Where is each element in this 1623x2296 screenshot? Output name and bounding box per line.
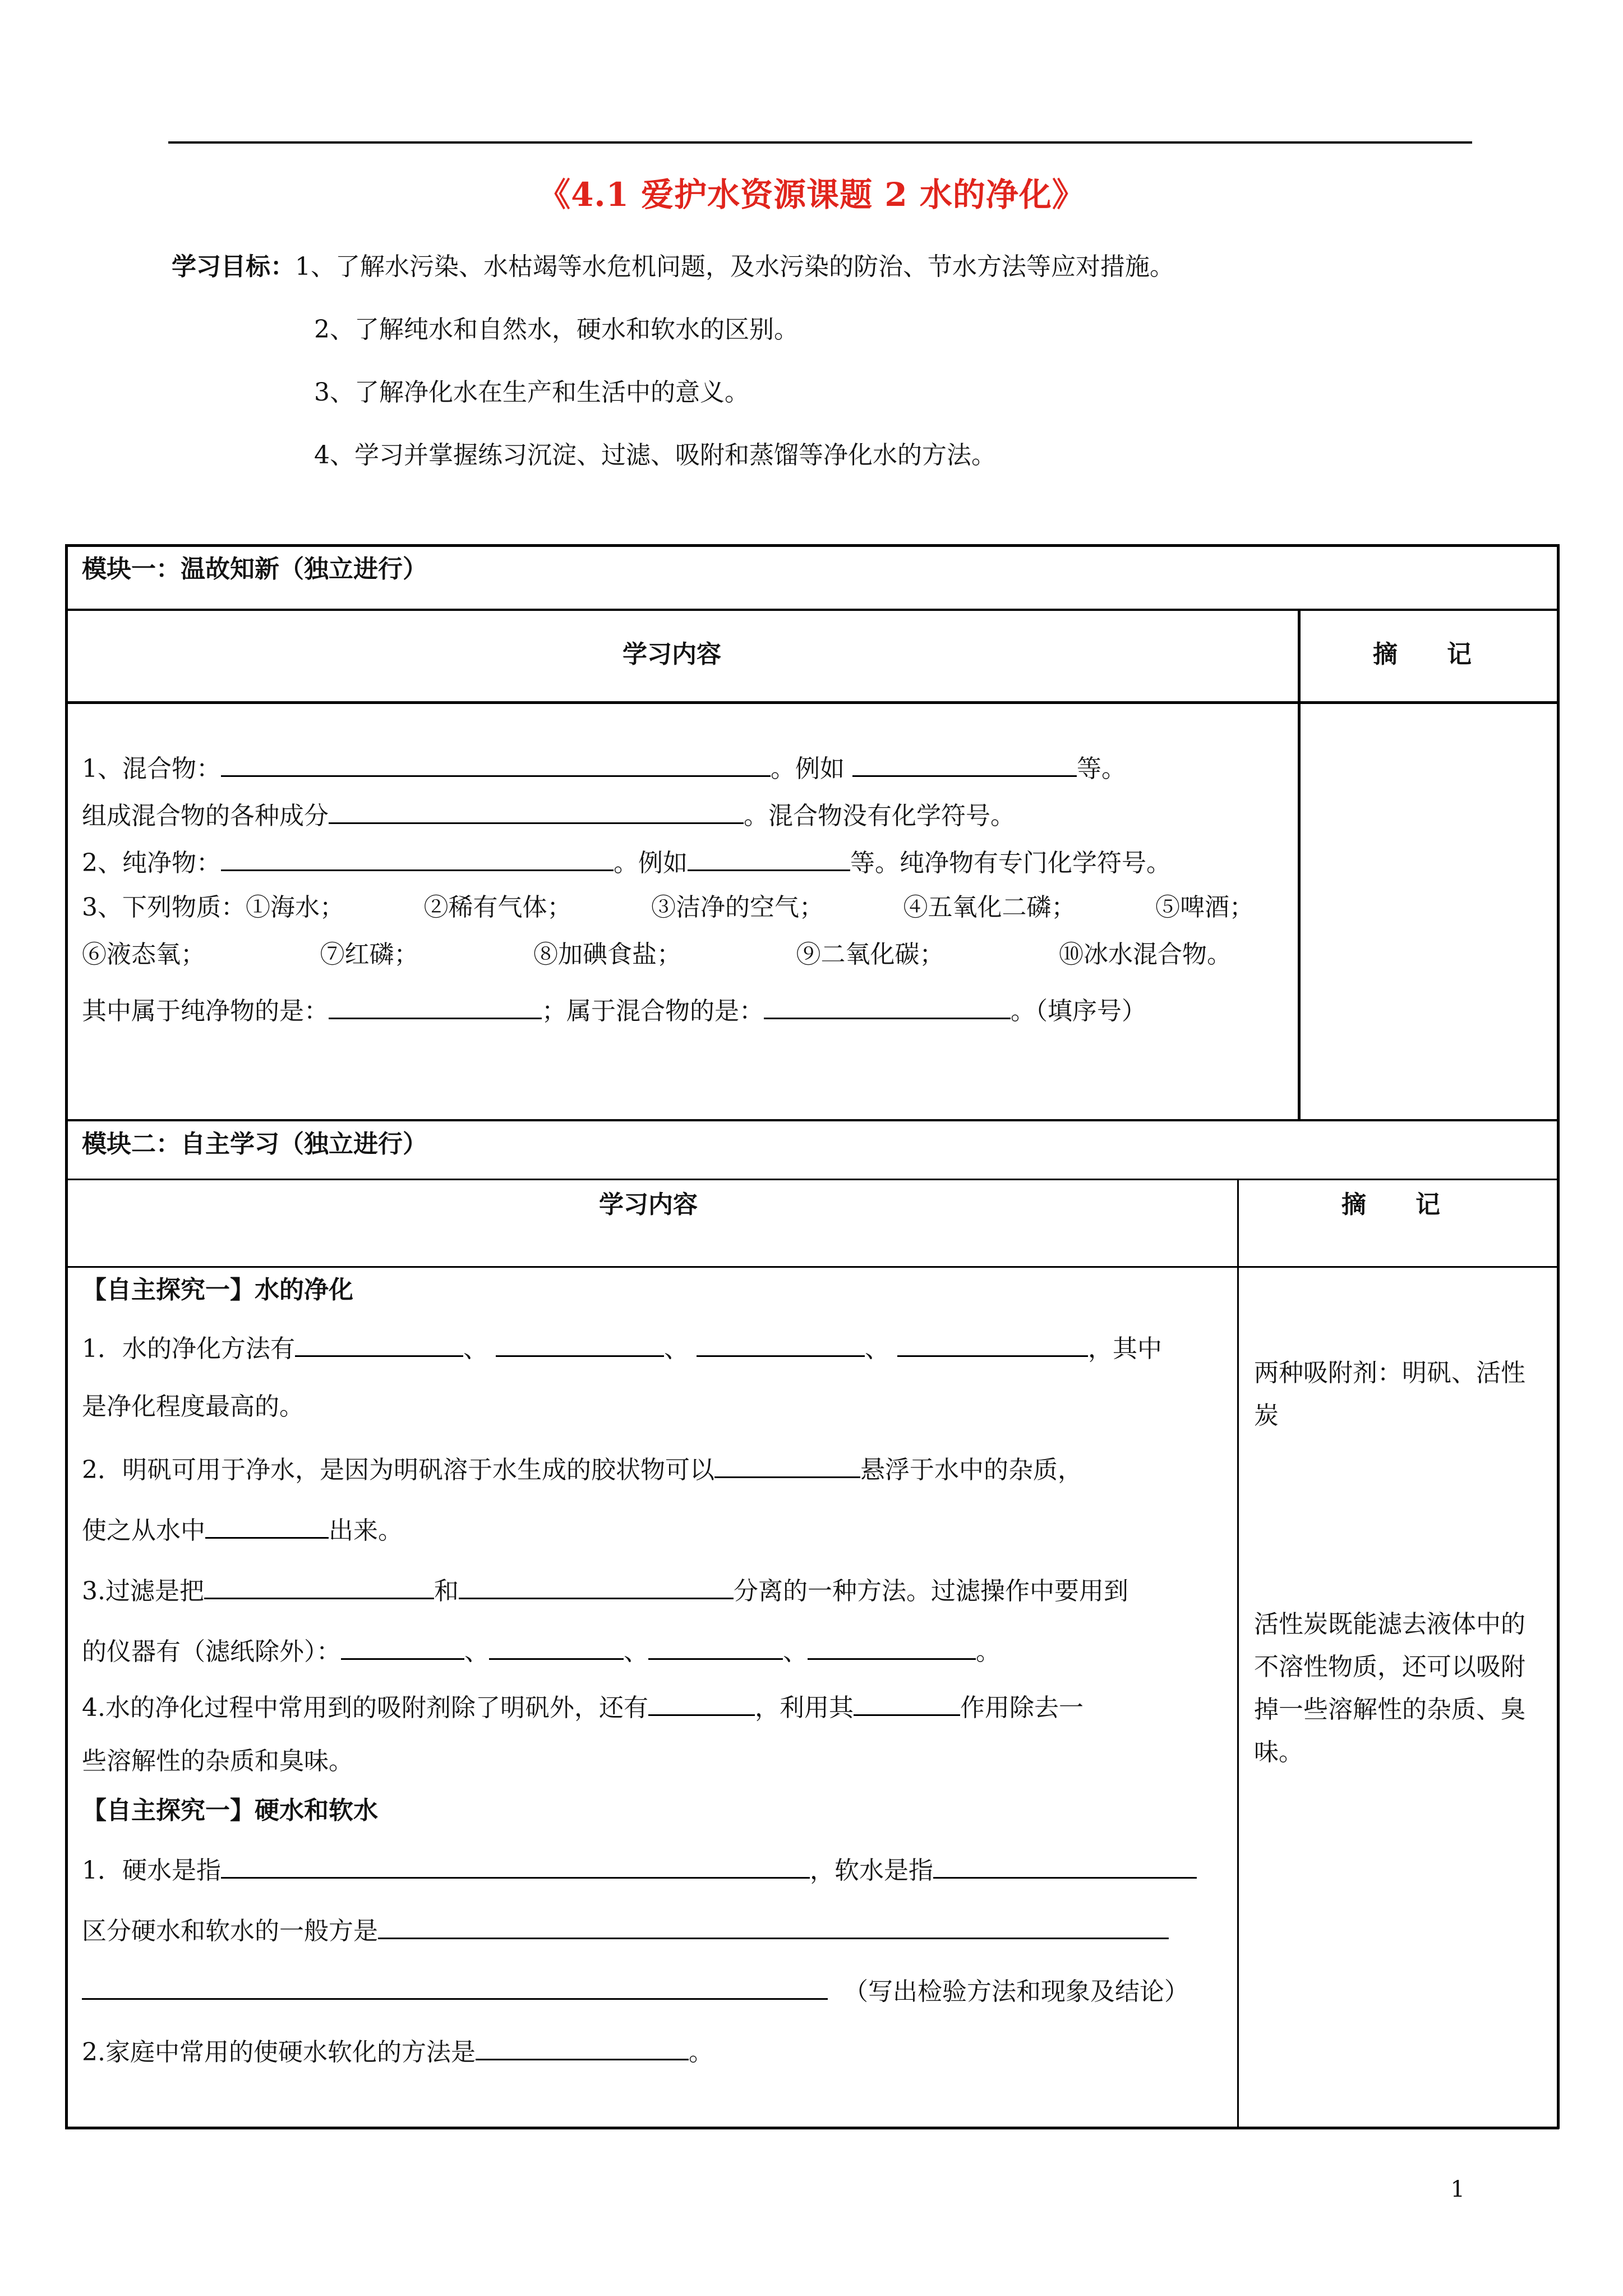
m1-q3-row-1 xyxy=(82,891,1254,924)
answer-blank[interactable] xyxy=(341,1632,464,1660)
m1-q1-end: 等。 xyxy=(1077,754,1126,783)
m1-q2-label: 2、纯净物： xyxy=(82,849,221,877)
m2-s1-q2-end: 出来。 xyxy=(329,1516,403,1545)
module2-header: 模块二：自主学习（独立进行） xyxy=(82,1130,427,1158)
m1-q3-end: 。（填序号） xyxy=(1011,997,1146,1025)
answer-blank[interactable] xyxy=(897,1329,1088,1357)
module1-notes-header: 摘 记 xyxy=(1373,640,1472,669)
answer-blank[interactable] xyxy=(489,1632,624,1660)
module1-content-header: 学习内容 xyxy=(623,640,721,669)
m2-s1-q4-mid: ，利用其 xyxy=(754,1694,854,1722)
separator: 、 xyxy=(664,1335,689,1363)
answer-blank[interactable] xyxy=(204,1572,434,1599)
table-border xyxy=(1557,544,1560,2129)
m2-s2-q1-method-label: 区分硬水和软水的一般方是 xyxy=(82,1917,378,1945)
m1-q1-line xyxy=(82,749,1126,786)
m1-q2-end: 等。纯净物有专门化学符号。 xyxy=(850,849,1171,877)
answer-blank[interactable] xyxy=(648,1688,755,1716)
module2-notes-header: 摘 记 xyxy=(1341,1190,1440,1219)
top-rule xyxy=(168,141,1472,144)
objectives-label: 学习目标： xyxy=(172,252,295,281)
m1-q3-answer-line xyxy=(82,992,1146,1028)
row-divider xyxy=(65,1179,1559,1180)
m1-q3-item: 3、下列物质：①海水； xyxy=(82,893,344,922)
m1-q3-item: ⑥液态氧； xyxy=(82,940,205,969)
m1-q3-row-2 xyxy=(82,938,1232,972)
answer-blank[interactable] xyxy=(852,749,1077,777)
m2-s1-q1-line xyxy=(82,1329,1162,1366)
note-adsorbents: 两种吸附剂：明矾、活性炭 xyxy=(1254,1359,1525,1430)
m1-q3-mixture-label: ；属于混合物的是： xyxy=(542,997,764,1025)
m1-q2-line xyxy=(82,844,1171,880)
m2-s1-q2-line-2 xyxy=(82,1511,403,1548)
separator: 、 xyxy=(624,1637,648,1666)
m1-q3-item: ③洁净的空气； xyxy=(651,893,824,922)
answer-blank[interactable] xyxy=(697,1329,865,1357)
page-title: 《4.1 爱护水资源课题 2 水的净化》 xyxy=(538,176,1085,214)
m2-s2-q1-line-2 xyxy=(82,1912,1169,1948)
separator: 、 xyxy=(865,1335,889,1363)
column-divider xyxy=(1298,609,1301,1120)
column-divider xyxy=(1237,1179,1239,2128)
m2-s1-q3-instruments: 的仪器有（滤纸除外）： xyxy=(82,1637,341,1666)
answer-blank[interactable] xyxy=(648,1632,783,1660)
m2-s1-q1-tail: ，其中 xyxy=(1088,1335,1162,1363)
separator: 、 xyxy=(463,1335,488,1363)
m2-s1-q2-line xyxy=(82,1451,1082,1487)
answer-blank[interactable] xyxy=(295,1329,463,1357)
table-border xyxy=(65,544,68,2129)
m2-s1-q3-label: 3.过滤是把 xyxy=(82,1577,204,1605)
answer-blank[interactable] xyxy=(808,1632,976,1660)
objective-item: 1、了解水污染、水枯竭等水危机问题，及水污染的防治、节水方法等应对措施。 xyxy=(295,252,1174,281)
m1-q3-item: ②稀有气体； xyxy=(423,893,572,922)
m2-s2-q2-label: 2.家庭中常用的使硬水软化的方法是 xyxy=(82,2038,476,2067)
answer-blank[interactable] xyxy=(221,1851,810,1879)
m2-s1-q3-line-2 xyxy=(82,1632,1000,1669)
module1-header: 模块一：温故知新（独立进行） xyxy=(82,555,427,583)
answer-blank[interactable] xyxy=(378,1912,1169,1939)
row-divider xyxy=(65,1119,1559,1121)
m2-s1-q1-line-2: 是净化程度最高的。 xyxy=(82,1392,304,1421)
m1-q3-item: ⑤啤酒； xyxy=(1155,893,1254,922)
objective-item: 2、了解纯水和自然水，硬水和软水的区别。 xyxy=(314,315,799,344)
m2-s2-q2-end: 。 xyxy=(688,2038,713,2067)
m2-s2-q1-line-3 xyxy=(82,1972,1189,2009)
answer-blank[interactable] xyxy=(476,2033,689,2060)
m2-s1-q4-tail: 作用除去一 xyxy=(960,1694,1083,1722)
m1-q3-item: ⑧加碘食盐； xyxy=(533,940,681,969)
m1-q1-note: 。混合物没有化学符号。 xyxy=(744,802,1015,830)
row-divider xyxy=(65,1266,1559,1268)
separator: 、 xyxy=(783,1637,808,1666)
m2-s1-q3-end: 。 xyxy=(976,1637,1000,1666)
m2-s1-q2-label-2: 使之从水中 xyxy=(82,1516,205,1545)
m1-q3-item: ⑨二氧化碳； xyxy=(796,940,944,969)
answer-blank[interactable] xyxy=(329,797,744,824)
m2-s2-q1-hint: （写出检验方法和现象及结论） xyxy=(843,1977,1189,2006)
table-border xyxy=(65,2127,1559,2129)
answer-blank[interactable] xyxy=(221,749,771,777)
answer-blank[interactable] xyxy=(764,992,1011,1019)
page-number: 1 xyxy=(1450,2177,1465,2202)
objectives-line-1 xyxy=(172,250,1174,284)
m1-q3-item: ⑦红磷； xyxy=(320,940,419,969)
m1-q1-example: 。例如 xyxy=(771,754,845,783)
m2-s1-q4-label: 4.水的净化过程中常用到的吸附剂除了明矾外，还有 xyxy=(82,1694,648,1722)
section1-title: 【自主探究一】水的净化 xyxy=(82,1276,353,1304)
m1-q1-components: 组成混合物的各种成分 xyxy=(82,802,329,830)
answer-blank[interactable] xyxy=(496,1329,664,1357)
m1-q1-label: 1、混合物： xyxy=(82,754,221,783)
answer-blank[interactable] xyxy=(688,844,850,871)
answer-blank[interactable] xyxy=(221,844,614,871)
table-border xyxy=(65,544,1559,547)
m2-s2-q2-line xyxy=(82,2033,713,2069)
objective-item: 3、了解净化水在生产和生活中的意义。 xyxy=(314,378,749,407)
m2-s2-q1-hard-label: 1．硬水是指 xyxy=(82,1856,221,1885)
m2-s1-q3-and: 和 xyxy=(434,1577,459,1605)
m2-s1-q4-line-2: 些溶解性的杂质和臭味。 xyxy=(82,1747,353,1775)
m2-s1-q3-line xyxy=(82,1572,1128,1608)
m2-s2-q1-line xyxy=(82,1851,1197,1888)
m1-q1-line-2 xyxy=(82,797,1015,833)
note-activated-carbon: 活性炭既能滤去液体中的不溶性物质，还可以吸附掉一些溶解性的杂质、臭味。 xyxy=(1254,1610,1525,1766)
m1-q2-example: 。例如 xyxy=(614,849,688,877)
section2-title: 【自主探究一】硬水和软水 xyxy=(82,1796,378,1825)
answer-blank[interactable] xyxy=(854,1688,960,1716)
answer-blank[interactable] xyxy=(933,1851,1197,1879)
m1-q3-item: ⑩冰水混合物。 xyxy=(1059,940,1232,969)
module2-content-header: 学习内容 xyxy=(599,1190,698,1219)
m1-q3-item: ④五氧化二磷； xyxy=(903,893,1076,922)
answer-blank[interactable] xyxy=(329,992,542,1019)
answer-blank[interactable] xyxy=(714,1451,860,1478)
m2-s1-q3-tail: 分离的一种方法。过滤操作中要用到 xyxy=(733,1577,1128,1605)
m2-s1-q2-tail: 悬浮于水中的杂质， xyxy=(860,1456,1082,1484)
objective-item: 4、学习并掌握练习沉淀、过滤、吸附和蒸馏等净化水的方法。 xyxy=(314,441,996,470)
row-divider xyxy=(65,701,1559,704)
m1-q3-pure-label: 其中属于纯净物的是： xyxy=(82,997,329,1025)
separator: 、 xyxy=(464,1637,489,1666)
m2-s1-q1-label: 1．水的净化方法有 xyxy=(82,1335,295,1363)
answer-blank[interactable] xyxy=(82,1972,828,2000)
m2-s1-q4-line xyxy=(82,1688,1083,1725)
answer-blank[interactable] xyxy=(205,1511,329,1539)
answer-blank[interactable] xyxy=(459,1572,734,1599)
m2-s1-q2-label: 2．明矾可用于净水，是因为明矾溶于水生成的胶状物可以 xyxy=(82,1456,714,1484)
m2-s2-q1-soft-label: ，软水是指 xyxy=(810,1856,933,1885)
row-divider xyxy=(65,609,1559,611)
